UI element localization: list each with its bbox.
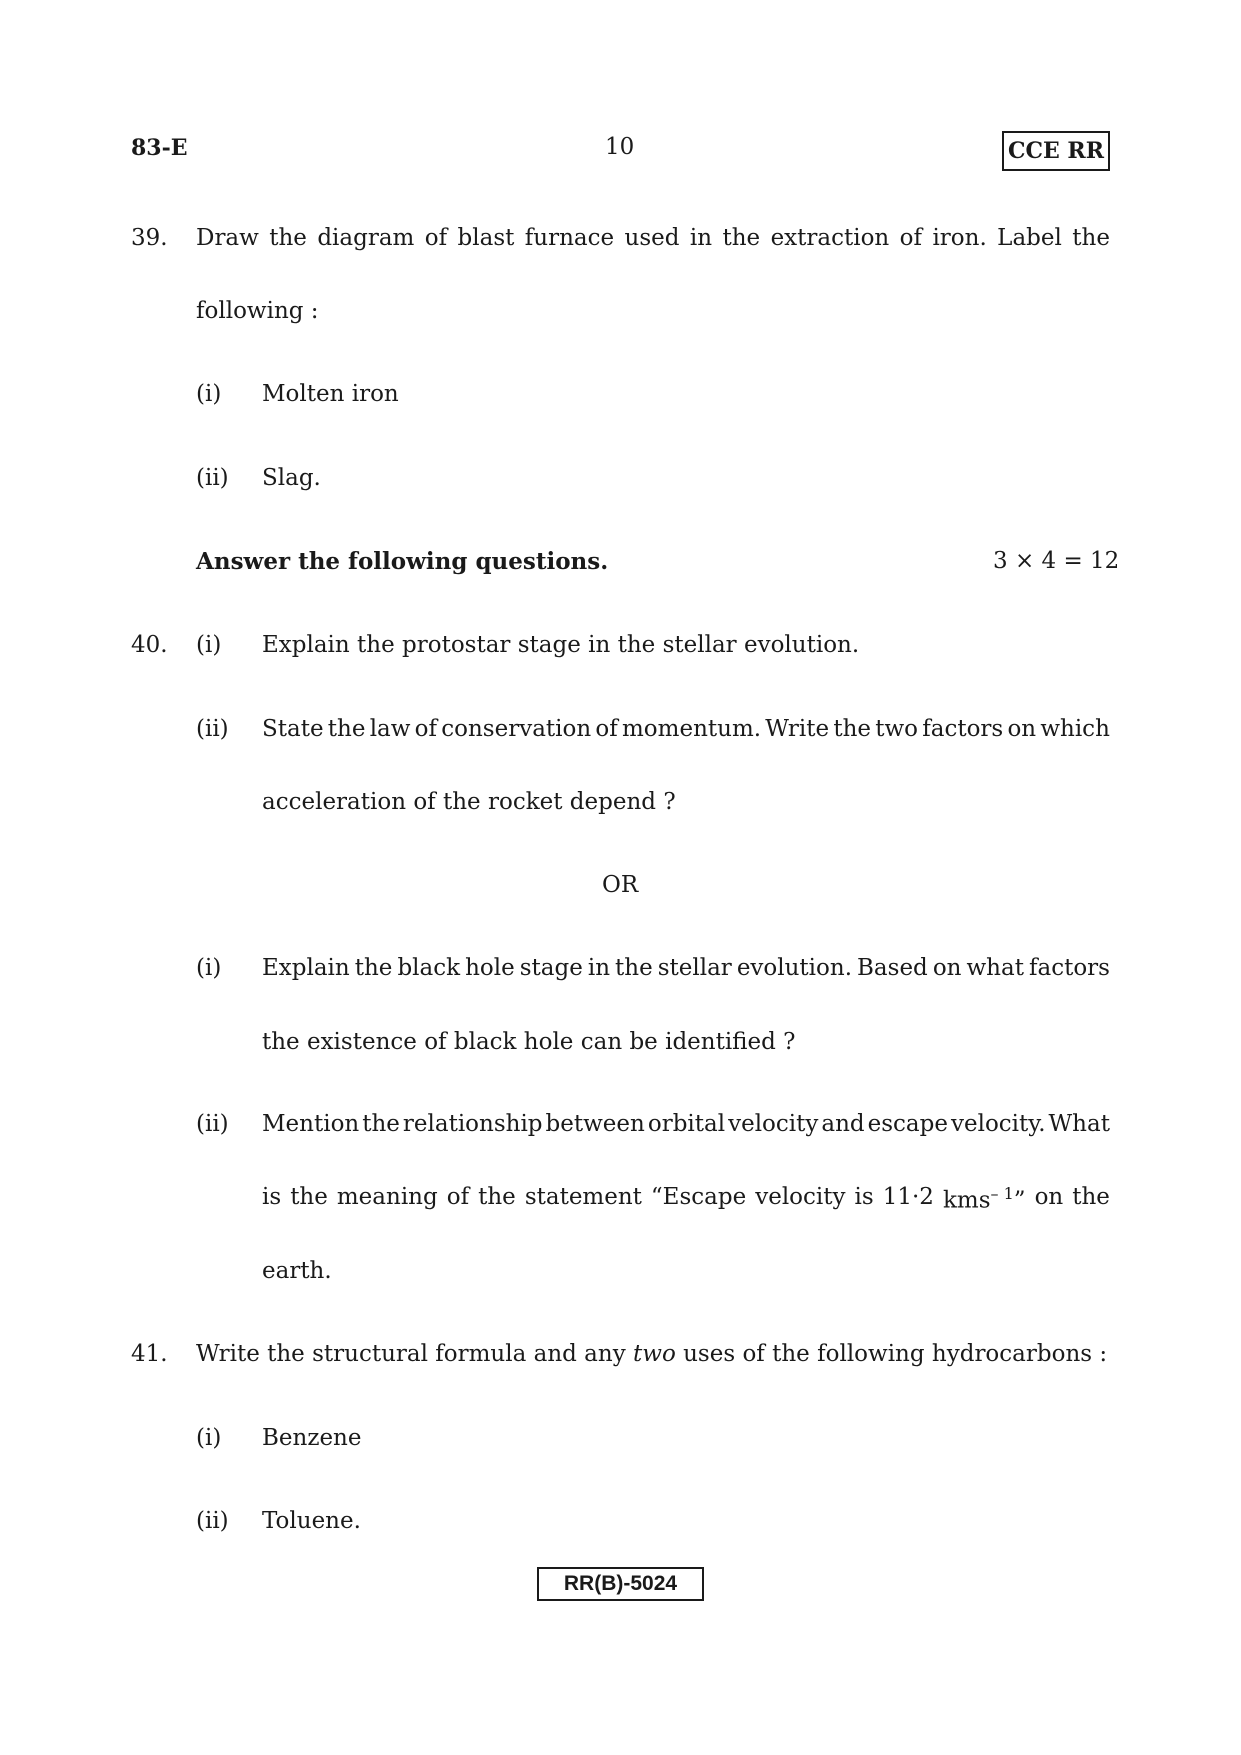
word: meaning bbox=[336, 1184, 438, 1210]
word: orbital bbox=[647, 1111, 726, 1137]
text: uses of the following hydrocarbons : bbox=[675, 1341, 1108, 1367]
exponent: – 1 bbox=[990, 1184, 1014, 1203]
word: the bbox=[269, 225, 307, 251]
word: black bbox=[397, 955, 461, 981]
paper-code: 83-E bbox=[131, 135, 188, 161]
q39-item-1-text: Molten iron bbox=[262, 381, 399, 407]
q41-item-2-roman: (ii) bbox=[196, 1508, 229, 1534]
word: momentum. bbox=[622, 716, 762, 742]
word: Draw bbox=[196, 225, 259, 251]
word: the bbox=[722, 225, 761, 251]
closing-quote: ” bbox=[1013, 1187, 1026, 1214]
word: Explain bbox=[262, 955, 350, 981]
question-41-text bbox=[196, 1341, 1107, 1367]
word: Based bbox=[857, 955, 928, 981]
word: diagram bbox=[317, 225, 415, 251]
word: the bbox=[1072, 225, 1110, 251]
word: extraction bbox=[770, 225, 890, 251]
word: of bbox=[424, 225, 448, 251]
word: furnace bbox=[524, 225, 615, 251]
word: and bbox=[821, 1111, 865, 1137]
word: hole bbox=[465, 955, 515, 981]
q40-c-roman: (i) bbox=[196, 955, 222, 981]
word: in bbox=[689, 225, 713, 251]
question-40-number: 40. bbox=[131, 632, 168, 658]
word: iron. bbox=[932, 225, 987, 251]
word: law bbox=[369, 716, 411, 742]
word: stage bbox=[519, 955, 583, 981]
page-number: 10 bbox=[605, 134, 635, 160]
footer-code: RR(B)-5024 bbox=[537, 1567, 704, 1601]
word: State bbox=[262, 716, 324, 742]
word: what bbox=[966, 955, 1024, 981]
word: the bbox=[833, 716, 871, 742]
word: the bbox=[362, 1111, 400, 1137]
word: used bbox=[624, 225, 680, 251]
word: 11·2 bbox=[882, 1184, 934, 1210]
word: “Escape bbox=[650, 1184, 747, 1210]
word: conservation bbox=[441, 716, 592, 742]
question-39-number: 39. bbox=[131, 225, 168, 251]
word: escape bbox=[867, 1111, 948, 1137]
word: statement bbox=[524, 1184, 642, 1210]
or-separator: OR bbox=[602, 872, 639, 898]
q40-a-roman: (i) bbox=[196, 632, 222, 658]
q39-item-1-roman: (i) bbox=[196, 381, 222, 407]
word: the bbox=[327, 716, 366, 742]
q40-b-line-1 bbox=[262, 716, 1110, 742]
series-badge: CCE RR bbox=[1002, 131, 1110, 171]
word: the bbox=[354, 955, 393, 981]
word: factors bbox=[1028, 955, 1110, 981]
word: velocity. bbox=[950, 1111, 1046, 1137]
q40-d-line-1 bbox=[262, 1111, 1110, 1137]
question-39-line-1 bbox=[196, 225, 1110, 251]
word: on bbox=[1007, 716, 1037, 742]
unit-with-exponent bbox=[943, 1184, 1026, 1214]
q39-item-2-roman: (ii) bbox=[196, 465, 229, 491]
text: Write the structural formula and any bbox=[196, 1341, 634, 1367]
word: the bbox=[615, 955, 653, 981]
word: evolution. bbox=[736, 955, 853, 981]
q40-d-line-3: earth. bbox=[262, 1258, 332, 1284]
word: between bbox=[545, 1111, 645, 1137]
word: on bbox=[1034, 1184, 1064, 1210]
q40-a-text: Explain the protostar stage in the stellar evolution. bbox=[262, 632, 860, 658]
section-instruction: Answer the following questions. bbox=[196, 548, 609, 575]
q40-b-roman: (ii) bbox=[196, 716, 229, 742]
word: of bbox=[595, 716, 618, 742]
question-41-number: 41. bbox=[131, 1341, 168, 1367]
word: on bbox=[932, 955, 962, 981]
word: Label bbox=[997, 225, 1062, 251]
q40-c-line-1 bbox=[262, 955, 1110, 981]
word: of bbox=[414, 716, 438, 742]
q40-d-roman: (ii) bbox=[196, 1111, 229, 1137]
word: is bbox=[854, 1184, 874, 1210]
word: What bbox=[1048, 1111, 1110, 1137]
q40-b-line-2: acceleration of the rocket depend ? bbox=[262, 789, 676, 815]
word: of bbox=[899, 225, 923, 251]
q40-c-line-2: the existence of black hole can be identified ? bbox=[262, 1029, 796, 1055]
word: which bbox=[1040, 716, 1110, 742]
word: stellar bbox=[657, 955, 732, 981]
q41-item-1-roman: (i) bbox=[196, 1425, 222, 1451]
word: velocity bbox=[755, 1184, 846, 1210]
word: factors bbox=[922, 716, 1004, 742]
unit: kms bbox=[942, 1187, 991, 1214]
word: is bbox=[262, 1184, 282, 1210]
q41-item-1-text: Benzene bbox=[262, 1425, 362, 1451]
word: in bbox=[587, 955, 611, 981]
q40-d-line-2 bbox=[262, 1184, 1110, 1214]
word: two bbox=[875, 716, 918, 742]
word: Write bbox=[765, 716, 830, 742]
q39-item-2-text: Slag. bbox=[262, 465, 321, 491]
word: the bbox=[1072, 1184, 1110, 1210]
word: Mention bbox=[262, 1111, 360, 1137]
word: the bbox=[478, 1184, 516, 1210]
word: blast bbox=[457, 225, 515, 251]
word: relationship bbox=[402, 1111, 543, 1137]
emphasis: two bbox=[633, 1341, 676, 1367]
question-39-line-2: following : bbox=[196, 298, 319, 324]
word: of bbox=[446, 1184, 470, 1210]
section-marks: 3 × 4 = 12 bbox=[993, 548, 1120, 574]
q41-item-2-text: Toluene. bbox=[262, 1508, 361, 1534]
word: the bbox=[290, 1184, 328, 1210]
word: velocity bbox=[728, 1111, 819, 1137]
